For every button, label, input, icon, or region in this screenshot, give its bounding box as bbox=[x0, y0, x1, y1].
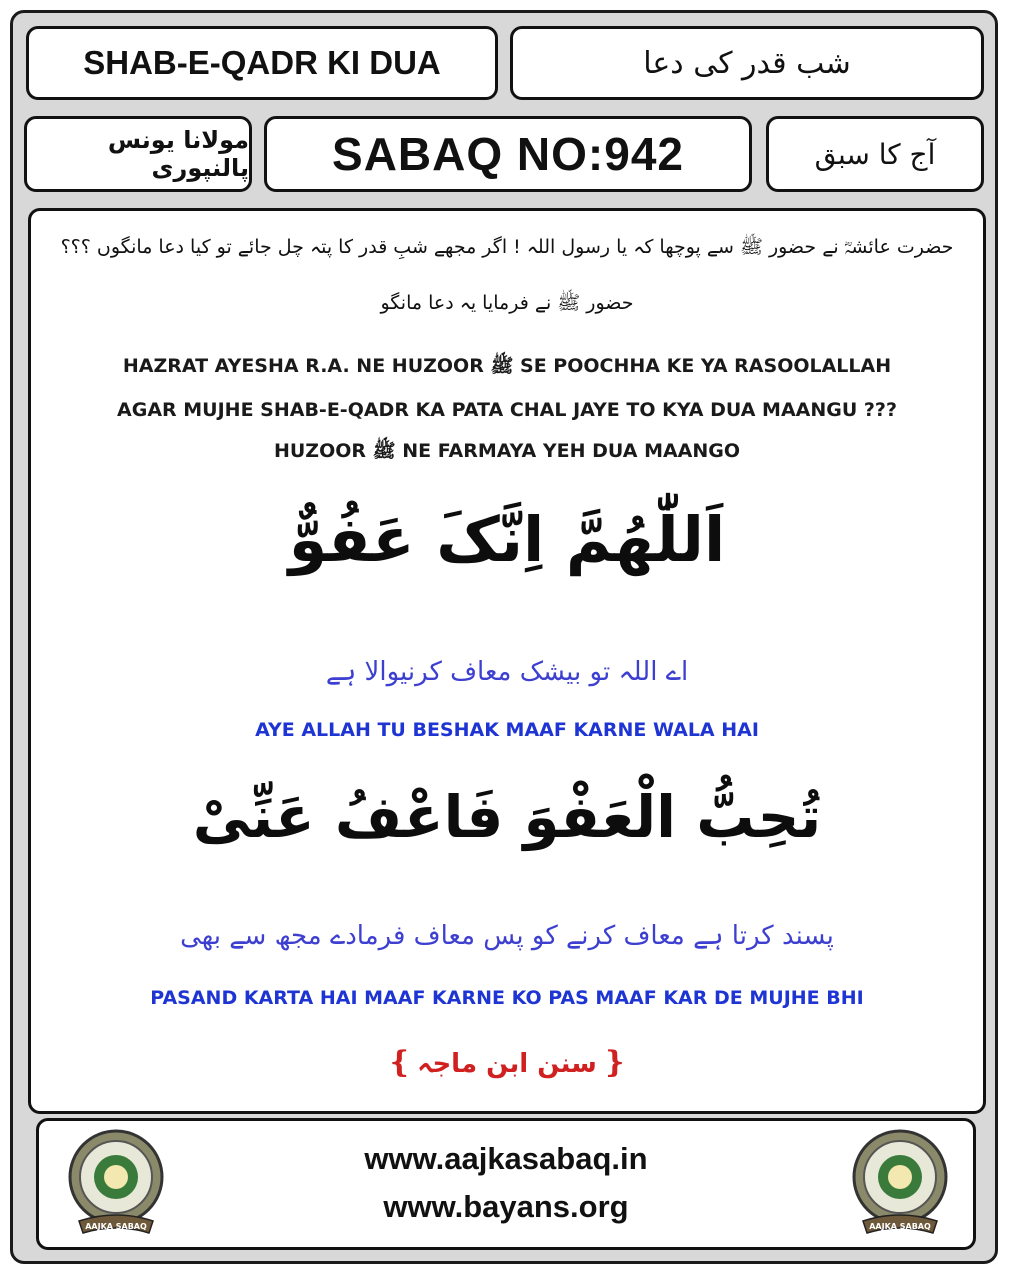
dua-urdu-translation-1: اے اللہ تو بیشک معاف کرنیوالا ہے bbox=[325, 657, 689, 687]
author-box bbox=[24, 116, 252, 192]
title-english: SHAB-E-QADR KI DUA bbox=[83, 44, 441, 81]
author-name: مولانا یونس پالنپوری bbox=[107, 126, 249, 182]
title-urdu: شب قدر کی دعا bbox=[643, 45, 851, 81]
website-link-bayans[interactable]: www.bayans.org bbox=[383, 1189, 629, 1224]
title-urdu-box bbox=[510, 26, 984, 100]
aaj-ka-sabaq-box bbox=[766, 116, 984, 192]
reference-line bbox=[31, 1045, 983, 1080]
dua-english-translation-1: AYE ALLAH TU BESHAK MAAF KARNE WALA HAI bbox=[255, 719, 759, 741]
website-link-aajkasabaq[interactable]: www.aajkasabaq.in bbox=[364, 1141, 648, 1176]
intro-urdu-line-2: حضور ﷺ نے فرمایا یہ دعا مانگو bbox=[380, 292, 634, 314]
intro-urdu-line-1: حضرت عائشہؓ نے حضور ﷺ سے پوچھا کہ یا رسول اللہ ! اگر مجھے شبِ قدر کا پتہ چل جائے تو کیا دعا مانگوں ؟؟؟ bbox=[60, 236, 954, 258]
sabaq-number: SABAQ NO:942 bbox=[332, 128, 684, 180]
ornament-left-icon: ❵ bbox=[601, 1045, 628, 1080]
dua-english-translation-2: PASAND KARTA HAI MAAF KARNE KO PAS MAAF KAR DE MUJHE BHI bbox=[150, 987, 864, 1009]
dua-arabic-part-1: اَللّٰھُمَّ اِنَّکَ عَفُوٌّ bbox=[288, 503, 726, 576]
ornament-right-icon: ❴ bbox=[386, 1045, 413, 1080]
sabaq-box bbox=[264, 116, 752, 192]
aaj-ka-sabaq-label: آج کا سبق bbox=[814, 137, 936, 171]
intro-english-line-3: HUZOOR ﷺ NE FARMAYA YEH DUA MAANGO bbox=[273, 440, 741, 462]
footer-box bbox=[36, 1118, 976, 1250]
intro-english-line-1: HAZRAT AYESHA R.A. NE HUZOOR ﷺ SE POOCHHA KE YA RASOOLALLAH bbox=[122, 355, 892, 377]
hadith-reference: سنن ابن ماجہ bbox=[417, 1049, 597, 1079]
svg-text:AAJKA SABAQ: AAJKA SABAQ bbox=[85, 1222, 147, 1231]
aajka-sabaq-logo-right bbox=[845, 1125, 955, 1243]
dua-urdu-translation-2: پسند کرتا ہے معاف کرنے کو پس معاف فرمادے مجھ سے بھی bbox=[180, 921, 834, 951]
title-english-box bbox=[26, 26, 498, 100]
main-content-box bbox=[28, 208, 986, 1114]
dua-arabic-part-2: تُحِبُّ الْعَفْوَ فَاعْفُ عَنِّیْ bbox=[192, 783, 822, 851]
svg-text:AAJKA SABAQ: AAJKA SABAQ bbox=[869, 1222, 931, 1231]
intro-english-line-2: AGAR MUJHE SHAB-E-QADR KA PATA CHAL JAYE TO KYA DUA MAANGU ??? bbox=[117, 399, 897, 421]
